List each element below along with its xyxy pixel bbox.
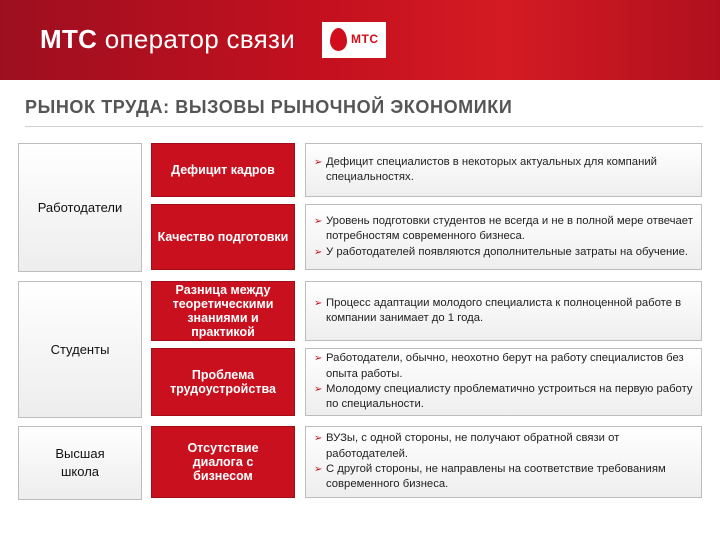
group-label: Работодатели bbox=[37, 199, 123, 215]
bullet-text: Работодатели, обычно, неохотно берут на работу специалистов без опыта работы. bbox=[326, 352, 684, 380]
description-box-training-quality bbox=[305, 204, 702, 270]
mts-logo bbox=[322, 22, 386, 58]
page-title: РЫНОК ТРУДА: ВЫЗОВЫ РЫНОЧНОЙ ЭКОНОМИКИ bbox=[25, 97, 513, 117]
arrow-bullet-icon: ➢ bbox=[314, 156, 323, 168]
bullet-item bbox=[314, 245, 695, 260]
bullet-text: Процесс адаптации молодого специалиста к полноценной работе в компании занимает до 1 года. bbox=[326, 296, 682, 324]
bullet-text: У работодателей появляются дополнительные затраты на обучение. bbox=[326, 245, 688, 258]
problem-box-training-quality bbox=[151, 204, 295, 270]
description-box-no-dialogue bbox=[305, 426, 702, 498]
problem-label: Дефицит кадров bbox=[171, 163, 275, 177]
bullet-item bbox=[314, 462, 695, 493]
arrow-bullet-icon: ➢ bbox=[314, 297, 323, 309]
bullet-text: ВУЗы, с одной стороны, не получают обратной связи от работодателей. bbox=[326, 432, 620, 460]
problem-label: Качество подготовки bbox=[157, 230, 289, 244]
arrow-bullet-icon: ➢ bbox=[314, 216, 323, 228]
bullet-item bbox=[314, 382, 695, 413]
description-box-theory-practice-gap bbox=[305, 281, 702, 341]
problem-label: Разница между теоретическими знаниями и практикой bbox=[172, 283, 274, 339]
group-higher-school bbox=[18, 426, 142, 500]
problem-label: Отсутствие диалога с бизнесом bbox=[187, 441, 259, 483]
arrow-bullet-icon: ➢ bbox=[314, 433, 323, 445]
problem-box-staff-shortage bbox=[151, 143, 295, 197]
bullet-text: Дефицит специалистов в некоторых актуальных для компаний специальностях. bbox=[326, 155, 657, 183]
bullet-text: С другой стороны, не направлены на соответствие требованиям современного бизнеса. bbox=[326, 463, 666, 491]
description-box-staff-shortage bbox=[305, 143, 702, 197]
bullet-item bbox=[314, 296, 695, 327]
header-title bbox=[40, 24, 295, 55]
problem-box-theory-practice-gap bbox=[151, 281, 295, 341]
group-students bbox=[18, 281, 142, 418]
header-banner bbox=[0, 0, 720, 80]
bullet-item bbox=[314, 431, 695, 462]
group-employers bbox=[18, 143, 142, 272]
description-box-employment bbox=[305, 348, 702, 416]
logo-text: МТС bbox=[351, 32, 379, 46]
bullet-item bbox=[314, 351, 695, 382]
mts-egg-logo-icon bbox=[330, 28, 347, 51]
header-subtitle: оператор связи bbox=[104, 24, 296, 54]
brand-name: МТС bbox=[40, 24, 98, 54]
arrow-bullet-icon: ➢ bbox=[314, 246, 323, 258]
title-divider bbox=[25, 126, 703, 127]
bullet-item bbox=[314, 155, 695, 186]
problem-box-employment bbox=[151, 348, 295, 416]
bullet-text: Уровень подготовки студентов не всегда и не в полной мере отвечает потребностям современного бизнеса. bbox=[326, 215, 693, 243]
bullet-item bbox=[314, 214, 695, 245]
group-label: Студенты bbox=[50, 341, 110, 357]
arrow-bullet-icon: ➢ bbox=[314, 384, 323, 395]
group-label: Высшая школа bbox=[55, 446, 105, 479]
arrow-bullet-icon: ➢ bbox=[314, 464, 323, 475]
problem-label: Проблема трудоустройства bbox=[170, 368, 276, 396]
problem-box-no-dialogue bbox=[151, 426, 295, 498]
arrow-bullet-icon: ➢ bbox=[314, 353, 323, 365]
bullet-text: Молодому специалисту проблематично устроиться на первую работу по специальности. bbox=[326, 383, 693, 411]
